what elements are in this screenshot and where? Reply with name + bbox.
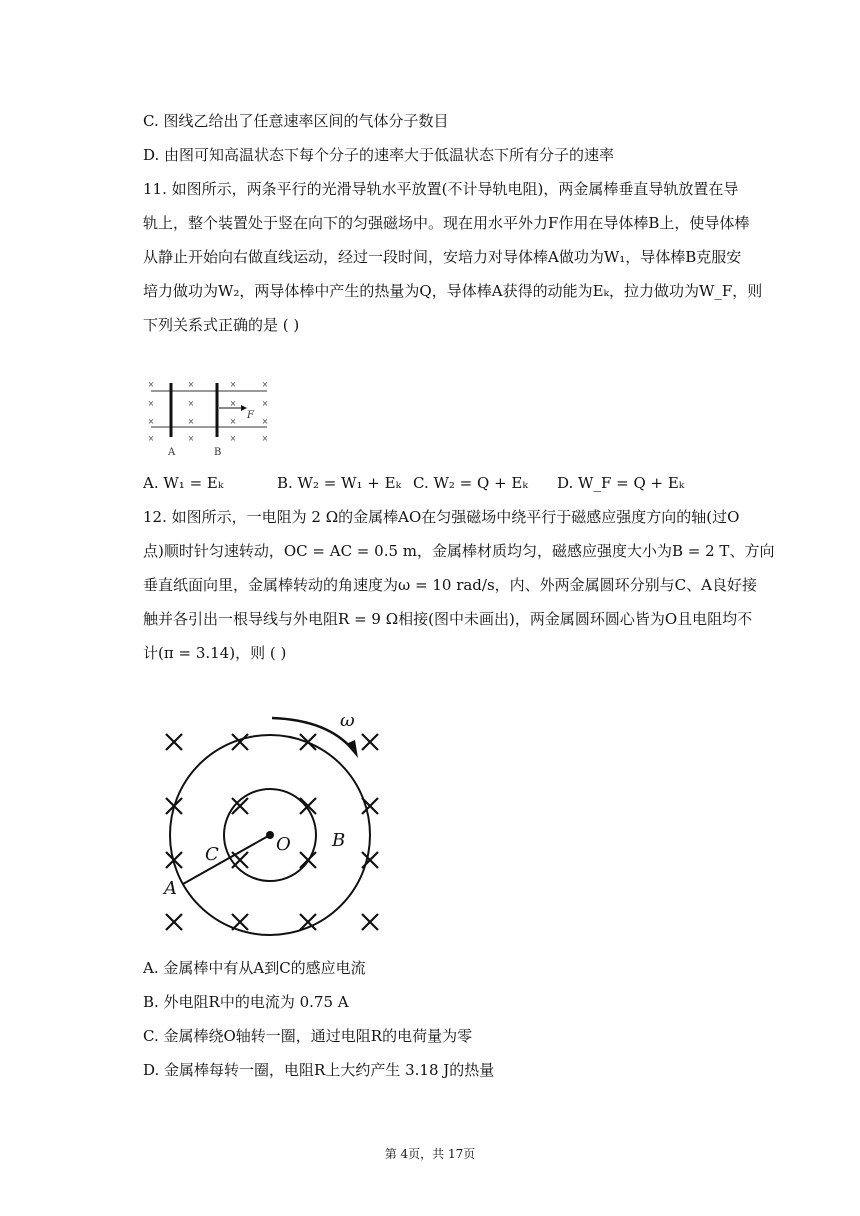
q12-label-o: O xyxy=(276,834,291,855)
q12-ring-figure xyxy=(150,700,395,945)
q11-option-c: C. W₂ = Q + Eₖ xyxy=(413,474,528,492)
page-footer: 第 4页，共 17页 xyxy=(384,1147,476,1161)
svg-text:×: × xyxy=(187,434,195,443)
q12-option-d: D. 金属棒每转一圈，电阻R上大约产生 3.18 J的热量 xyxy=(143,1061,495,1079)
svg-text:×: × xyxy=(147,417,155,426)
q11-options xyxy=(143,473,684,493)
svg-text:×: × xyxy=(187,417,195,426)
svg-text:×: × xyxy=(261,434,269,443)
svg-text:×: × xyxy=(229,399,237,408)
svg-text:×: × xyxy=(261,380,269,389)
svg-text:×: × xyxy=(261,417,269,426)
svg-text:×: × xyxy=(229,380,237,389)
q11-rails-figure xyxy=(143,375,273,460)
prev-option-d: D. 由图可知高温状态下每个分子的速率大于低温状态下所有分子的速率 xyxy=(143,146,615,164)
q12-text-line-1: 12. 如图所示，一电阻为 2 Ω的金属棒AO在匀强磁场中绕平行于磁感应强度方向的轴(过O xyxy=(143,508,740,526)
q12-option-b: B. 外电阻R中的电流为 0.75 A xyxy=(143,993,349,1011)
q11-option-b: B. W₂ = W₁ + Eₖ xyxy=(277,474,402,492)
q11-option-a: A. W₁ = Eₖ xyxy=(143,474,224,492)
q12-text-line-3: 垂直纸面向里，金属棒转动的角速度为ω = 10 rad/s，内、外两金属圆环分别与C、A良好接 xyxy=(143,576,757,594)
q11-text-line-4: 培力做功为W₂，两导体棒中产生的热量为Q，导体棒A获得的动能为Eₖ，拉力做功为W_F，则 xyxy=(143,282,763,300)
q11-label-a: A xyxy=(168,447,176,458)
q11-text-line-1: 11. 如图所示，两条平行的光滑导轨水平放置(不计导轨电阻)，两金属棒垂直导轨放置在导 xyxy=(143,180,739,198)
q11-text-line-3: 从静止开始向右做直线运动，经过一段时间，安培力对导体棒A做功为W₁，导体棒B克服安 xyxy=(143,248,742,266)
q12-label-omega: ω xyxy=(340,710,355,731)
svg-text:×: × xyxy=(229,434,237,443)
svg-text:×: × xyxy=(187,399,195,408)
q12-option-a: A. 金属棒中有从A到C的感应电流 xyxy=(143,959,366,977)
svg-text:×: × xyxy=(147,434,155,443)
svg-text:×: × xyxy=(229,417,237,426)
q12-label-c: C xyxy=(205,844,219,865)
svg-text:×: × xyxy=(147,380,155,389)
q12-text-line-5: 计(π = 3.14)，则 ( ) xyxy=(143,644,287,662)
q12-text-line-2: 点)顺时针匀速转动，OC = AC = 0.5 m，金属棒材质均匀，磁感应强度大小为B = 2 T、方向 xyxy=(143,542,775,560)
q12-label-a: A xyxy=(164,878,177,899)
q11-option-d: D. W_F = Q + Eₖ xyxy=(557,474,685,492)
svg-text:×: × xyxy=(261,399,269,408)
svg-text:×: × xyxy=(147,399,155,408)
q12-label-b: B xyxy=(332,830,346,851)
q12-text-line-4: 触并各引出一根导线与外电阻R = 9 Ω相接(图中未画出)，两金属圆环圆心皆为O且电阻均不 xyxy=(143,610,753,628)
q12-option-c: C. 金属棒绕O轴转一圈，通过电阻R的电荷量为零 xyxy=(143,1027,473,1045)
q11-text-line-5: 下列关系式正确的是 ( ) xyxy=(143,316,300,334)
q11-text-line-2: 轨上，整个装置处于竖在向下的匀强磁场中。现在用水平外力F作用在导体棒B上，使导体棒 xyxy=(143,214,750,232)
q11-label-f: F xyxy=(247,410,254,421)
q11-label-b: B xyxy=(214,447,222,458)
prev-option-c: C. 图线乙给出了任意速率区间的气体分子数目 xyxy=(143,112,449,130)
svg-text:×: × xyxy=(187,380,195,389)
